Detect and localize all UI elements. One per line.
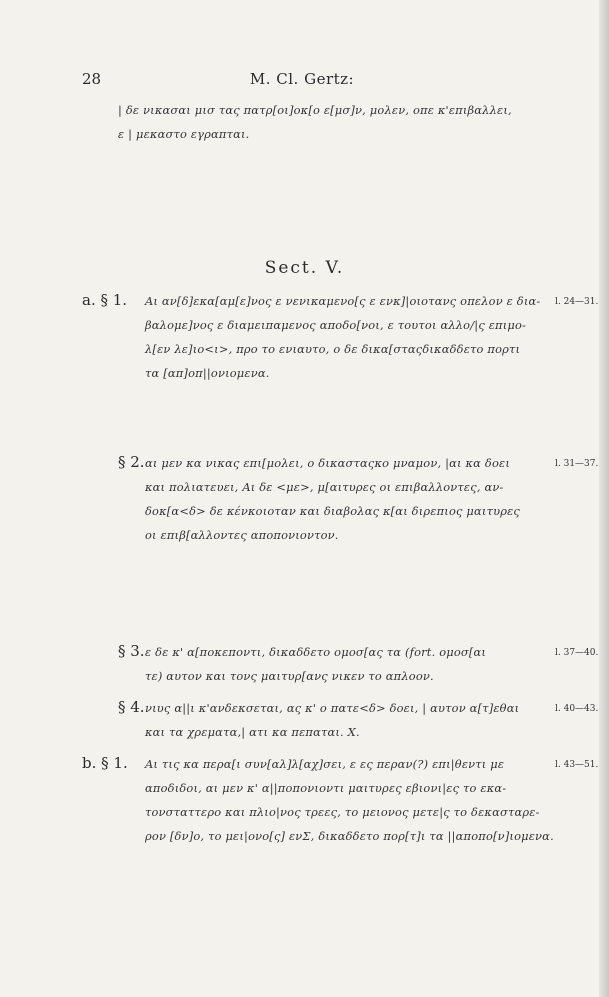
paragraph-line: τονσταττερο και πλιο|νος τρεες, το μειονος μετε|ς το δεκασταρε-: [145, 805, 540, 819]
paragraph-line: βαλομε]νος ε διαμειπαμενος αποδο[νοι, ε τουτοι αλλο/|ς επιμο-: [145, 318, 527, 332]
paragraph-line: τα [απ]οπ||ονιομενα.: [145, 366, 270, 380]
paragraph-line: αι μεν κα νικας επι[μολει, ο δικασταςκο μναμον, |αι κα δοει: [145, 456, 510, 470]
paragraph-line: αποδιδοι, αι μεν κ' α||ποπονιοντι μαιτυρες εβιονι|ες το εκα-: [145, 781, 507, 795]
line-reference: l. 37—40.: [555, 648, 599, 658]
paragraph-label: a. § 1.: [82, 291, 128, 309]
paragraph-line: τε) αυτον και τονς μαιτυρ[ανς νικεν το απλοον.: [145, 669, 434, 683]
page-header: [82, 70, 522, 90]
paragraph-label: § 2.: [118, 453, 145, 471]
paragraph-line: και τα χρεματα,| ατι κα πεπαται. X.: [145, 725, 360, 739]
paragraph-label: b. § 1.: [82, 754, 128, 772]
paragraph-label: § 4.: [118, 698, 145, 716]
paragraph-line: δοκ[α<δ> δε κένκοιοταν και διαβολας κ[αι διρεπιος μαιτυρες: [145, 504, 521, 518]
page-edge-shadow: [599, 0, 609, 997]
page-number: 28: [82, 70, 102, 88]
line-reference: l. 43—51.: [555, 760, 599, 770]
paragraph-line: νιυς α||ι κ'ανδεκσεται, ας κ' ο πατε<δ> δοει, | αυτον α[τ]εθαι: [145, 701, 520, 715]
paragraph-line: ε δε κ' α[ποκεποντι, δικαδδετο ομοσ[ας τα (fort. ομοσ[αι: [145, 645, 487, 659]
intro-line: ε | μεκαστο εγραπται.: [118, 127, 250, 141]
paragraph-line: Αι αν[δ]εκα[αμ[ε]νος ε νενικαμενο[ς ε ενκ]|οιοτανς οπελον ε δια-: [145, 294, 541, 308]
paragraph-label: § 3.: [118, 642, 145, 660]
paragraph-line: λ[εν λε]ιο<ι>, προ το ενιαυτο, ο δε δικα[σταςδικαδδετο πορτι: [145, 342, 521, 356]
section-title: Sect. V.: [264, 258, 345, 278]
line-reference: l. 24—31.: [555, 297, 599, 307]
paragraph-line: ρον [δν]ο, το μει|ονο[ς] ενΣ, δικαδδετο πορ[τ]ι τα ||αποπο[ν]ιομενα.: [145, 829, 554, 843]
running-title: M. Cl. Gertz:: [249, 70, 355, 88]
intro-line: | δε νικασαι μισ τας πατρ[οι]οκ[ο ε[μσ]ν, μολεν, οπε κ'επιβαλλει,: [118, 103, 512, 117]
line-reference: l. 40—43.: [555, 704, 599, 714]
paragraph-line: και πολιατευει, Αι δε <με>, μ[αιτυρες οι επιβαλλοντες, αν-: [145, 480, 504, 494]
line-reference: l. 31—37.: [555, 459, 599, 469]
paragraph-line: Αι τις κα περα[ι συν[αλ]λ[αχ]σει, ε ες περαν(?) επι|θεντι με: [145, 757, 505, 771]
paragraph-line: οι επιβ[αλλοντες αποπονιοντον.: [145, 528, 339, 542]
